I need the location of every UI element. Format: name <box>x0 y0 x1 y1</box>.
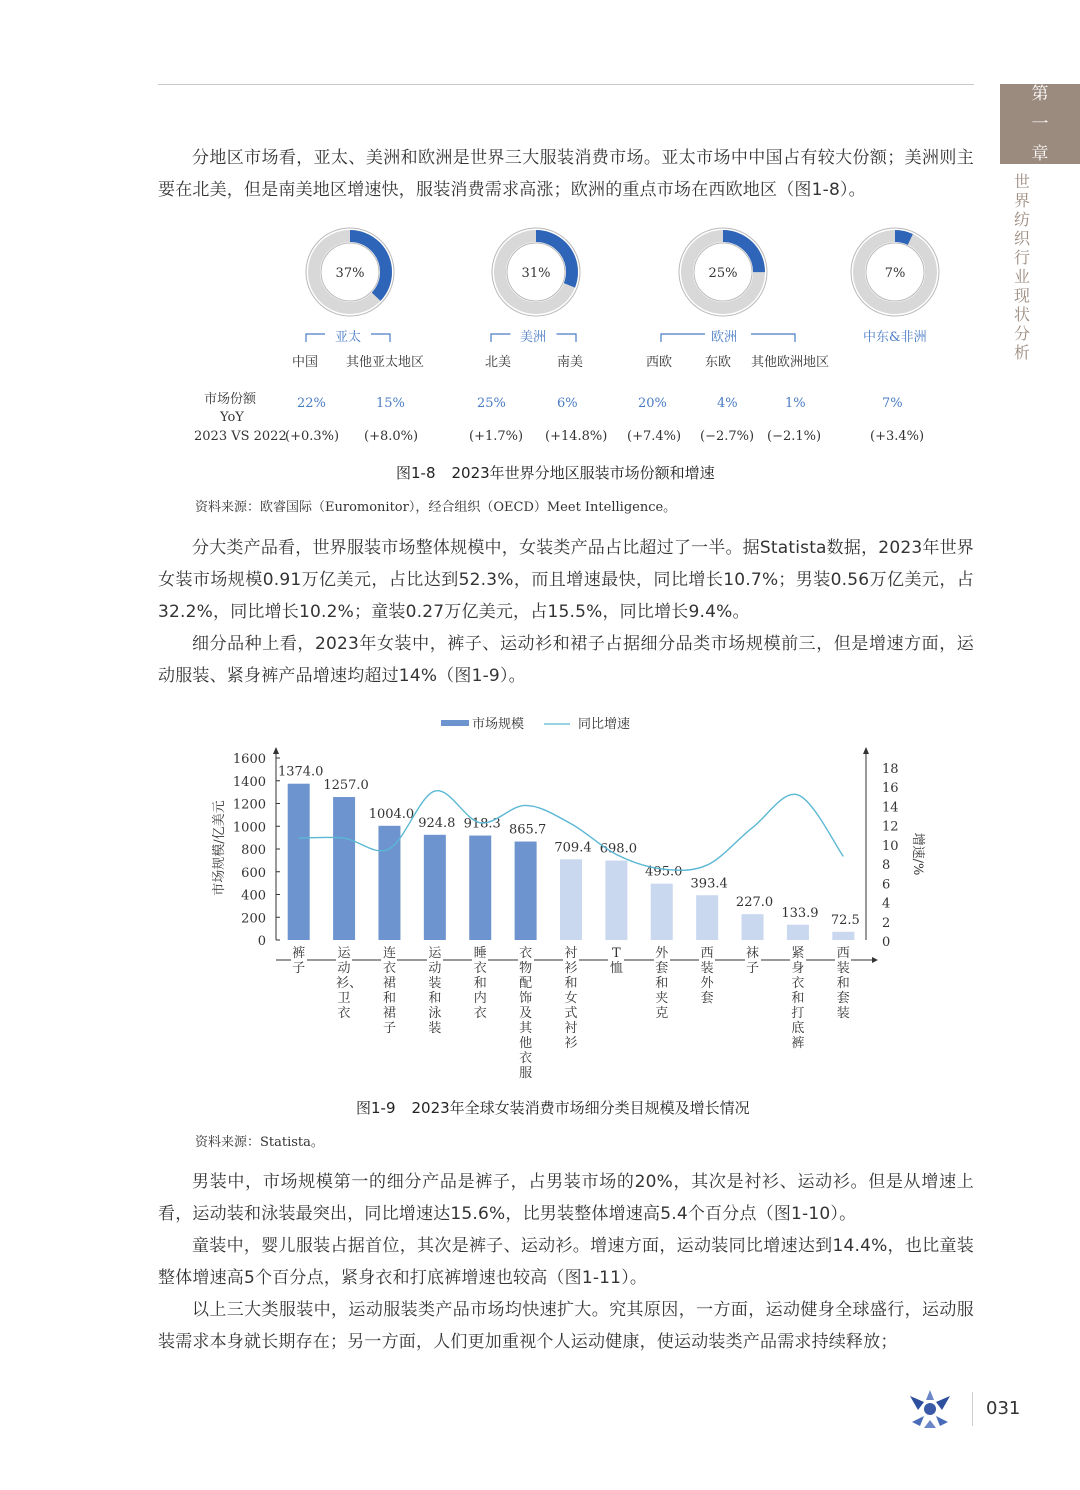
row-label-year: 2023 VS 2022 <box>194 429 287 444</box>
caption-number: 图1-9 <box>356 1099 396 1117</box>
legend-bar-swatch <box>441 720 469 726</box>
caption-number: 图1-8 <box>396 464 436 482</box>
bar-value-label: 698.0 <box>599 841 637 857</box>
share-mea: 7% <box>882 396 903 411</box>
y-axis-arrow <box>273 747 279 754</box>
yoy-west-europe: (+7.4%) <box>627 429 682 444</box>
bar <box>469 836 491 940</box>
subregion-other-europe: 其他欧洲地区 <box>751 355 830 370</box>
y-tick-label: 400 <box>241 888 266 904</box>
y2-tick-label: 2 <box>882 915 891 931</box>
y-tick-label: 1600 <box>232 752 266 767</box>
bar-value-label: 133.9 <box>781 905 819 921</box>
paragraph-menswear: 男装中，市场规模第一的细分产品是裤子，占男装市场的20%，其次是衬衫、运动衫。但是从增速上看，运动装和泳装最突出，同比增速达15.6%，比男装整体增速高5.4个百分点（图1-10）。 <box>158 1172 974 1224</box>
yoy-mea: (+3.4%) <box>870 429 925 444</box>
chapter-tab-char: 章 <box>1031 144 1049 164</box>
share-south-america: 6% <box>557 396 578 411</box>
share-west-europe: 20% <box>638 396 667 411</box>
paragraph-kidswear: 童装中，婴儿服装占据首位，其次是裤子、运动衫。增速方面，运动装同比增速达到14.4%，也比童装整体增速高5个百分点，紧身衣和打底裤增速也较高（图1-11）。 <box>158 1236 974 1288</box>
bar-value-label: 924.8 <box>418 815 456 831</box>
share-east-europe: 4% <box>717 396 738 411</box>
bar <box>560 859 582 940</box>
region-label-asia: 亚太 <box>335 330 362 345</box>
bar <box>696 895 718 940</box>
x-category-label: 袜子 <box>746 946 760 976</box>
y2-tick-label: 6 <box>882 877 891 893</box>
y2-axis-title: 增速/% <box>910 832 925 876</box>
x-axis-arrow <box>872 957 878 963</box>
share-other-asia: 15% <box>376 396 405 411</box>
donut-pct-label: 7% <box>884 266 906 281</box>
donut-pct-label: 37% <box>335 266 365 281</box>
x-category-label: 运动装和泳装 <box>428 946 442 1036</box>
paragraph-subcategories: 细分品种上看，2023年女装中，裤子、运动衫和裙子占据细分品类市场规模前三，但是增速方面，运动服装、紧身裤产品增速均超过14%（图1-9）。 <box>158 634 974 686</box>
share-north-america: 25% <box>477 396 506 411</box>
bar <box>424 835 446 940</box>
share-china: 22% <box>297 396 326 411</box>
bar <box>832 932 854 940</box>
y2-tick-label: 8 <box>882 858 891 874</box>
x-category-label: 运动衫、卫衣 <box>336 946 363 1021</box>
yoy-other-asia: (+8.0%) <box>364 429 419 444</box>
y-tick-label: 1000 <box>232 820 266 836</box>
y-tick-label: 1200 <box>232 797 266 813</box>
x-category-label: 外套和夹克 <box>655 946 669 1021</box>
row-label-share: 市场份额 <box>204 392 257 407</box>
y2-tick-label: 10 <box>882 838 899 854</box>
y-tick-label: 200 <box>241 911 266 927</box>
y2-tick-label: 14 <box>882 800 899 816</box>
y-tick-label: 800 <box>241 843 266 858</box>
yoy-china: (+0.3%) <box>285 429 340 444</box>
page-number: 031 <box>986 1398 1021 1419</box>
subregion-east-europe: 东欧 <box>705 355 732 370</box>
x-category-label: 西装外套 <box>700 946 714 1006</box>
chapter-tab-char: 一 <box>1031 114 1049 134</box>
fig8-donuts <box>0 0 1080 470</box>
x-category-label: 裤子 <box>292 946 306 976</box>
y2-axis-arrow <box>863 747 869 754</box>
donut-3 <box>679 228 767 316</box>
bar <box>515 842 537 940</box>
x-category-label: 睡衣和内衣 <box>473 946 487 1021</box>
donut-1 <box>306 228 394 316</box>
footer-rule <box>972 1392 973 1426</box>
bar <box>288 784 310 940</box>
figure-1-8-caption <box>396 462 715 483</box>
subregion-west-europe: 西欧 <box>646 355 673 370</box>
paragraph-regions: 分地区市场看，亚太、美洲和欧洲是世界三大服装消费市场。亚太市场中中国占有较大份额；美洲则主要在北美，但是南美地区增速快，服装消费需求高涨；欧洲的重点市场在西欧地区（图1-8）。 <box>158 148 974 200</box>
yoy-east-europe: (−2.7%) <box>700 429 755 444</box>
bar-value-label: 1374.0 <box>277 764 324 780</box>
legend-line-label: 同比增速 <box>578 717 631 732</box>
bar-value-label: 495.0 <box>645 864 683 880</box>
fig9-chart <box>0 700 1080 1090</box>
bar <box>787 925 809 940</box>
subregion-china: 中国 <box>292 355 319 370</box>
chart-legend <box>441 716 630 732</box>
bar <box>742 914 764 940</box>
region-label-europe: 欧洲 <box>711 330 738 345</box>
legend-bar-label: 市场规模 <box>472 717 525 732</box>
region-label-mea: 中东&非洲 <box>863 330 927 345</box>
figure-1-9-source: 资料来源：Statista。 <box>195 1135 324 1150</box>
y2-tick-label: 18 <box>882 762 899 777</box>
x-category-label: 衣物配饰及其他衣服 <box>519 946 533 1081</box>
y2-tick-label: 4 <box>882 896 891 912</box>
y2-tick-label: 16 <box>882 781 899 797</box>
donut-4 <box>851 228 939 316</box>
bar-value-label: 393.4 <box>690 876 728 892</box>
chapter-title: 世界纺织行业现状分析 <box>1013 172 1030 362</box>
yoy-south-america: (+14.8%) <box>545 429 608 444</box>
bar-value-label: 72.5 <box>830 912 860 928</box>
donut-2 <box>492 228 580 316</box>
bar <box>333 797 355 940</box>
bar <box>605 861 627 940</box>
paragraph-sportswear: 以上三大类服装中，运动服装类产品市场均快速扩大。究其原因，一方面，运动健身全球盛行，运动服装需求本身就长期存在；另一方面，人们更加重视个人运动健康，使运动装类产品需求持续释放； <box>158 1300 974 1352</box>
x-category-label: 西装和套装 <box>836 946 850 1021</box>
bar-value-label: 865.7 <box>509 822 547 838</box>
bar-value-label: 918.3 <box>463 816 501 832</box>
yoy-other-europe: (−2.1%) <box>767 429 822 444</box>
bar-value-label: 1004.0 <box>368 806 415 822</box>
subregion-south-america: 南美 <box>557 355 584 370</box>
region-label-america: 美洲 <box>520 330 547 345</box>
y-tick-label: 600 <box>241 865 266 881</box>
row-label-yoy: YoY <box>220 410 244 425</box>
x-category-label: 紧身衣和打底裤 <box>791 946 805 1051</box>
chapter-tab-char: 第 <box>1031 84 1049 104</box>
x-category-label: 衬衫和女式衬衫 <box>564 946 578 1051</box>
bar-value-label: 227.0 <box>735 895 774 911</box>
bar-value-label: 1257.0 <box>323 778 369 794</box>
publisher-logo-icon <box>904 1388 956 1430</box>
y-axis-title: 市场规模/亿美元 <box>212 800 227 896</box>
subregion-north-america: 北美 <box>485 355 512 370</box>
y2-tick-label: 12 <box>882 819 899 835</box>
yoy-north-america: (+1.7%) <box>469 429 524 444</box>
donut-pct-label: 31% <box>521 266 551 281</box>
paragraph-categories: 分大类产品看，世界服装市场整体规模中，女装类产品占比超过了一半。据Statista数据，2023年世界女装市场规模0.91万亿美元，占比达到52.3%，而且增速最快，同比增长10.7%；男装0.56万亿美元，占32.2%，同比增长10.2%；童装0.27万亿美元，占15.5%，同比增长9.4%。 <box>158 538 974 622</box>
donut-pct-label: 25% <box>708 266 738 281</box>
caption-text: 2023年全球女装消费市场细分类目规模及增长情况 <box>411 1099 750 1117</box>
x-category-label: T恤 <box>609 946 623 976</box>
share-other-europe: 1% <box>785 396 806 411</box>
y-tick-label: 0 <box>257 934 266 949</box>
figure-1-8-source: 资料来源：欧睿国际（Euromonitor），经合组织（OECD）Meet Intelligence。 <box>195 500 677 515</box>
bar-value-label: 709.4 <box>554 840 592 856</box>
figure-1-9-caption <box>356 1097 750 1118</box>
subregion-other-asia: 其他亚太地区 <box>346 355 425 370</box>
y2-tick-label: 0 <box>882 935 891 950</box>
y-tick-label: 1400 <box>232 774 266 790</box>
x-category-label: 连衣裙和裙子 <box>382 946 396 1036</box>
bar <box>651 884 673 940</box>
caption-text: 2023年世界分地区服装市场份额和增速 <box>451 464 715 482</box>
